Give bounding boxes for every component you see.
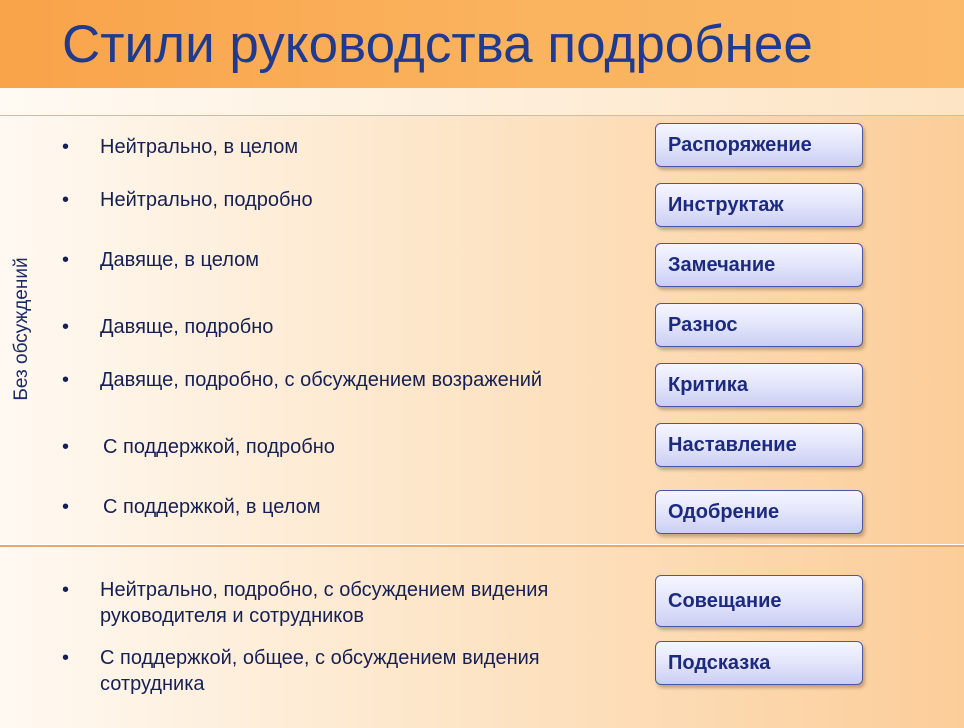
list-item-text: Давяще, подробно (100, 316, 274, 338)
style-button-podskazka[interactable]: Подсказка (655, 641, 863, 685)
bullet-icon: • (62, 647, 70, 669)
style-button-rasporyazhenie[interactable]: Распоряжение (655, 123, 863, 167)
bullet-icon: • (62, 249, 70, 271)
bullet-icon: • (62, 189, 70, 211)
list-item-text: Давяще, в целом (100, 249, 260, 271)
list-item-text: Нейтрально, подробно, с обсуждением видения руководителя и сотрудников (100, 579, 549, 627)
title-bar (0, 0, 964, 88)
bullet-icon: • (62, 436, 70, 458)
bullet-icon: • (62, 496, 70, 518)
style-button-raznos[interactable]: Разнос (655, 303, 863, 347)
style-button-instruktazh[interactable]: Инструктаж (655, 183, 863, 227)
bullet-icon: • (62, 369, 70, 391)
bullet-icon: • (62, 579, 70, 601)
style-button-kritika[interactable]: Критика (655, 363, 863, 407)
side-label: Без обсуждений (11, 257, 32, 401)
list-item-text: Давяще, подробно, с обсуждением возражений (100, 369, 543, 391)
style-button-soveshchanie[interactable]: Совещание (655, 575, 863, 627)
list-item-text: С поддержкой, в целом (103, 496, 321, 518)
style-button-odobrenie[interactable]: Одобрение (655, 490, 863, 534)
list-item-text: С поддержкой, общее, с обсуждением видения сотрудника (100, 647, 540, 695)
style-button-nastavlenie[interactable]: Наставление (655, 423, 863, 467)
bullet-icon: • (62, 316, 70, 338)
list-item-text: Нейтрально, подробно (100, 189, 313, 211)
bullet-icon: • (62, 136, 70, 158)
divider-strip (0, 88, 964, 115)
style-button-zamechanie[interactable]: Замечание (655, 243, 863, 287)
page-title: Стили руководства подробнее (62, 15, 813, 74)
list-item-text: С поддержкой, подробно (103, 436, 335, 458)
section-with-discussion (0, 545, 964, 728)
list-item-text: Нейтрально, в целом (100, 136, 299, 158)
